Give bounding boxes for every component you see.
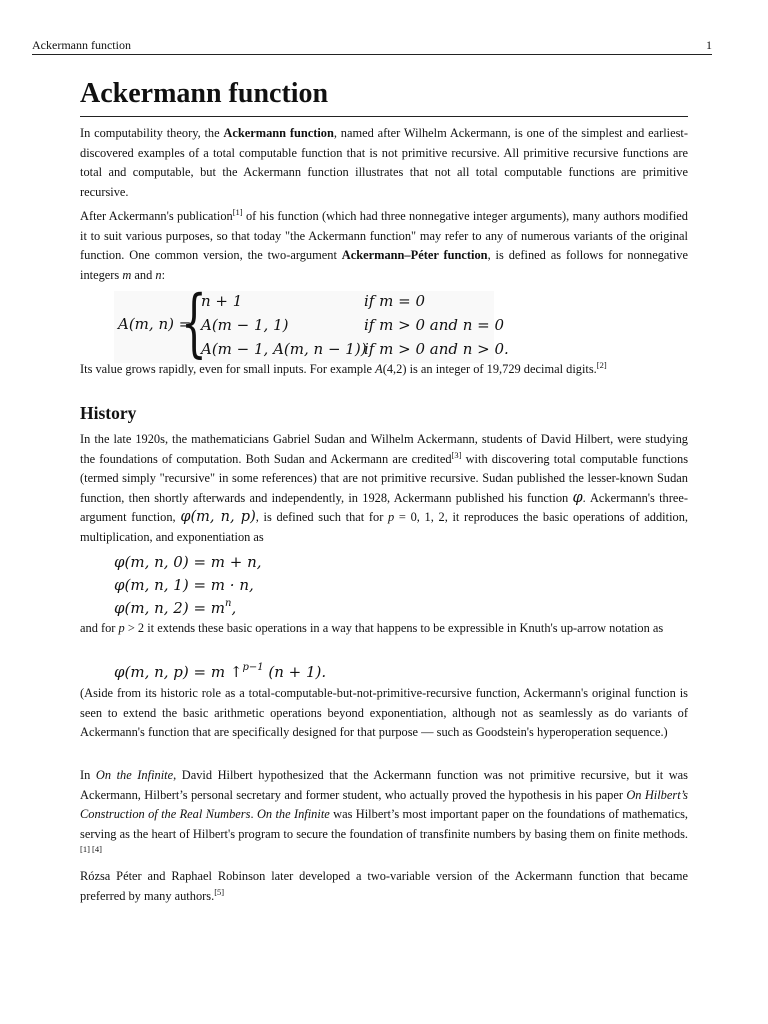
phi-symbol: φ <box>572 489 583 506</box>
growth-paragraph <box>80 360 688 380</box>
var-m: m <box>122 267 132 282</box>
text-run: After Ackermann's publication <box>80 209 233 223</box>
text-run: , named after Wilhelm Ackermann, is one of the simplest and earliest-discovered examples of a total computable function that is not primitive recursive. All primitive recursive functions are total and computable, but the Ackermann function illustrates that not all total computable functions are primitive recursive. <box>80 126 688 199</box>
case-3-expression: A(m − 1, A(m, n − 1)) <box>201 340 367 358</box>
text-run: , is defined such that for <box>255 510 389 525</box>
citation-link[interactable]: [1] [4] <box>80 844 102 854</box>
history-paragraph-3 <box>80 684 688 743</box>
text-run: was Hilbert’s most important paper on the foundations of mathematics, serving as the heart of Hilbert's program to secure the foundation of transfinite numbers by basing them on finite methods. <box>80 807 689 841</box>
equation-exponentiation <box>114 599 236 617</box>
text-run: φ(m, n, p) = m ↑ <box>114 663 243 681</box>
page-number: 1 <box>706 38 712 52</box>
case-2-condition: if m > 0 and n = 0 <box>364 316 505 334</box>
text-run: In computability theory, the <box>80 126 224 140</box>
text-run: is an integer of 19,729 decimal digits. <box>406 362 597 376</box>
running-header <box>32 38 712 55</box>
text-run: . <box>250 807 257 821</box>
history-paragraph-4 <box>80 766 688 864</box>
text-run: and <box>131 267 156 282</box>
work-title: On the Infinite <box>95 768 174 782</box>
text-run: , David Hilbert hypothesized that the Ackermann function was not primitive recursive, but it was Ackermann, Hilbert’s personal secretary and former student, who actually proved the hypothesis in his paper <box>80 768 688 802</box>
exponent: n <box>225 598 232 609</box>
intro-paragraph-1 <box>80 124 688 202</box>
case-3-condition: if m > 0 and n > 0. <box>364 340 509 358</box>
var-a: A <box>375 362 383 376</box>
intro-paragraph-2 <box>80 207 688 285</box>
text-run: (4,2) <box>382 362 407 376</box>
text-run: with discovering total computable functions (termed simply "recursive" in some references) that are not primitive recursive. Sudan published the lesser-known Sudan function, then shortly afterwards and independently, in 1928, Ackermann published his function <box>80 451 689 505</box>
text-run: Its value grows rapidly, even for small inputs. For example <box>80 362 376 376</box>
citation-link[interactable]: [3] <box>451 449 462 460</box>
text-run: Rózsa Péter and Raphael Robinson later developed a two-variable version of the Ackermann function that became preferred by many authors. <box>80 869 688 903</box>
equation-lhs: A(m, n) = <box>118 315 192 333</box>
equation-multiplication: φ(m, n, 1) = m · n, <box>114 576 254 594</box>
citation-link[interactable]: [5] <box>214 886 225 897</box>
term-ackermann-function: Ackermann function <box>223 126 334 140</box>
exponent: p−1 <box>242 662 264 673</box>
var-n: n <box>155 267 162 282</box>
section-heading-history: History <box>80 403 137 423</box>
text-run: . Ackermann's three-argument function, <box>80 490 688 525</box>
var-p: p <box>118 621 125 635</box>
text-run: = 0, 1, 2, it reproduces the basic operations of addition, multiplication, and exponentiation as <box>80 510 689 544</box>
text-run: > 2 it extends these basic operations in a way that happens to be expressible in Knuth's up-arrow notation as <box>124 621 664 635</box>
case-1-expression: n + 1 <box>201 292 243 310</box>
equation-addition: φ(m, n, 0) = m + n, <box>114 553 262 571</box>
case-1-condition: if m = 0 <box>364 292 425 310</box>
text-run: , <box>231 599 237 617</box>
running-title: Ackermann function <box>32 38 131 52</box>
text-run: and for <box>80 621 119 635</box>
text-run: of his function (which had three nonnegative integer arguments), many authors modified it to suit various purposes, so that today "the Ackermann function" may refer to any of numerous variants of the original function. One common version, the two-argument <box>80 209 688 262</box>
text-run: , is defined as follows for nonnegative integers <box>80 248 688 282</box>
work-title: On Hilbert’s Construction of the Real Numbers <box>80 787 688 821</box>
var-p: p <box>388 510 395 525</box>
citation-link[interactable]: [2] <box>596 360 607 370</box>
page-title: Ackermann function <box>80 76 688 117</box>
history-paragraph-1 <box>80 430 688 548</box>
text-run: (n + 1). <box>263 663 327 681</box>
left-brace-icon: { <box>181 280 207 366</box>
equation-knuth-up-arrow <box>114 663 326 681</box>
text-run: : <box>161 267 166 282</box>
work-title: On the Infinite <box>256 807 330 821</box>
term-ackermann-peter: Ackermann–Péter function <box>341 248 488 262</box>
text-run: φ(m, n, 2) = m <box>114 599 226 617</box>
case-2-expression: A(m − 1, 1) <box>201 316 289 334</box>
text-run: (Aside from its historic role as a total-computable-but-not-primitive-recursive function, Ackermann's original function is seen to extend the basic arithmetic operations beyond exponentiation, although not as seamlessly as do variants of Ackermann's function that are specifically designed for that purpose — such as Goodstein's hyperoperation sequence.) <box>80 686 688 739</box>
text-run: In the late 1920s, the mathematicians Gabriel Sudan and Wilhelm Ackermann, students of David Hilbert, were studying the foundations of computation. Both Sudan and Ackermann are credited <box>80 432 688 466</box>
citation-link[interactable]: [1] <box>232 207 243 217</box>
text-run: In <box>80 768 96 782</box>
history-paragraph-2 <box>80 619 688 639</box>
phi-mnp-expression: φ(m, n, p) <box>180 509 256 526</box>
history-paragraph-5 <box>80 867 688 906</box>
